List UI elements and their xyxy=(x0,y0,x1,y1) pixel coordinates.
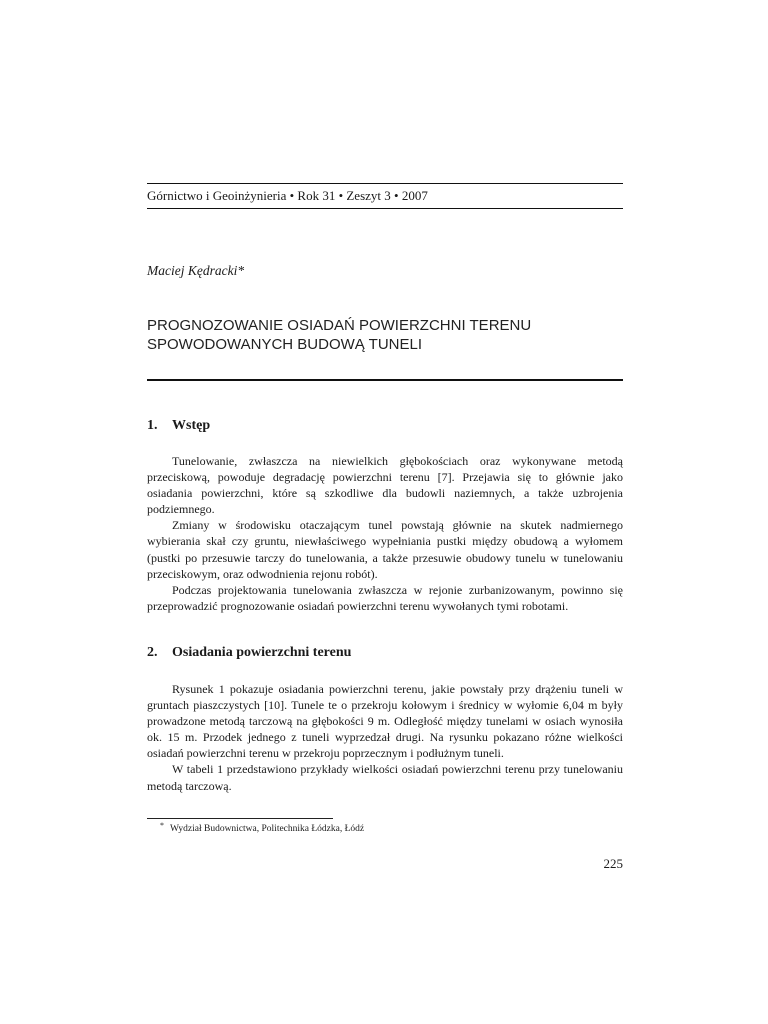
section-body xyxy=(147,453,623,614)
section-body xyxy=(147,681,623,794)
footnote xyxy=(160,821,365,834)
paragraph: W tabeli 1 przedstawiono przykłady wielkości osiadań powierzchni terenu przy tunelowaniu metodą tarczową. xyxy=(147,762,623,793)
footnote-rule xyxy=(147,818,333,819)
journal-header: Górnictwo i Geoinżynieria • Rok 31 • Zeszyt 3 • 2007 xyxy=(147,188,428,203)
page-number: 225 xyxy=(603,856,623,871)
footnote-text: Wydział Budownictwa, Politechnika Łódzka, Łódź xyxy=(170,824,365,834)
title-rule xyxy=(147,379,623,381)
header-top-rule xyxy=(147,183,623,184)
section-title: Wstęp xyxy=(172,418,211,433)
paper-title xyxy=(147,316,623,354)
author-name: Maciej Kędracki* xyxy=(147,263,245,278)
paragraph: Podczas projektowania tunelowania zwłaszcza w rejonie zurbanizowanym, powinno się przeprowadzić prognozowanie osiadań powierzchni terenu wywołanych tymi robotami. xyxy=(147,582,623,613)
section-number: 2. xyxy=(147,645,158,660)
paragraph: Zmiany w środowisku otaczającym tunel powstają głównie na skutek nadmiernego wybierania skał czy gruntu, niewłaściwego wypełniania pustki między obudową a wyłomem (pustki po przesuwie tarczy do tunelowania, a także przesuwie obudowy tunelu w tunelowaniu przeciskowym, oraz odwodnienia rejonu robót). xyxy=(147,518,623,581)
title-line: PROGNOZOWANIE OSIADAŃ POWIERZCHNI TERENU xyxy=(147,317,532,334)
paragraph: Tunelowanie, zwłaszcza na niewielkich głębokościach oraz wykonywane metodą przeciskową, powoduje degradację powierzchni terenu [7]. Przejawia się to głównie jako osiadania powierzchni, które są szkodliwe dla budowli naziemnych, a także uzbrojenia podziemnego. xyxy=(147,454,623,517)
footnote-mark: * xyxy=(160,821,164,830)
section-heading xyxy=(147,645,351,661)
section-heading xyxy=(147,418,210,434)
section-number: 1. xyxy=(147,418,158,433)
header-bottom-rule xyxy=(147,208,623,209)
title-line: SPOWODOWANYCH BUDOWĄ TUNELI xyxy=(147,336,423,353)
section-title: Osiadania powierzchni terenu xyxy=(172,645,352,660)
paragraph: Rysunek 1 pokazuje osiadania powierzchni terenu, jakie powstały przy drążeniu tuneli w gruntach piaszczystych [10]. Tunele te o przekroju kołowym i średnicy w wyłomie 6,04 m były prowadzone metodą tarczową na głębokości 9 m. Odległość między tunelami w osiach wynosiła ok. 15 m. Przodek jednego z tuneli wyprzedzał drugi. Na rysunku pokazano różne wielkości osiadań powierzchni terenu w przekroju poprzecznym i podłużnym tuneli. xyxy=(147,682,623,761)
